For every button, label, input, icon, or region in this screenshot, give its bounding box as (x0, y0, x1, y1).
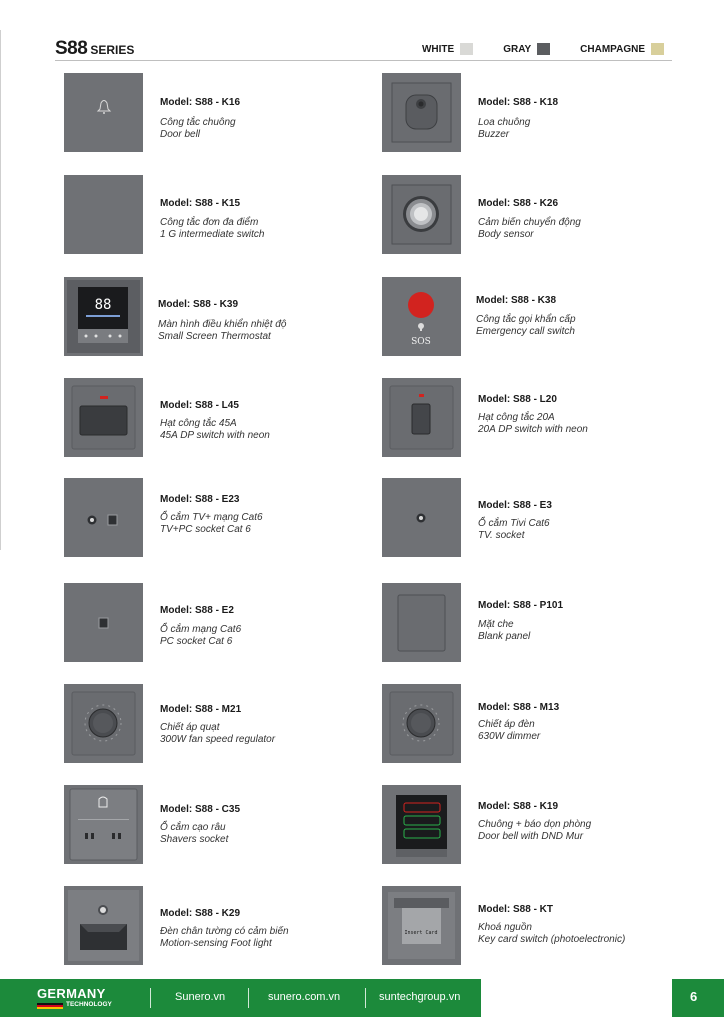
product-model: Model: S88 - L45 (160, 400, 239, 411)
product-model: Model: S88 - K38 (476, 295, 557, 306)
product-name-vn: Ổ cắm mạng Cat6 (160, 624, 242, 635)
product-name-en: Door bell with DND Mur (478, 831, 584, 842)
product-name-en: Key card switch (photoelectronic) (478, 934, 626, 945)
fan-regulator-icon (64, 684, 143, 763)
product-model: Model: S88 - E2 (160, 605, 234, 616)
product-model: Model: S88 - K19 (478, 801, 559, 812)
buzzer-icon (382, 73, 461, 152)
page-footer (0, 979, 724, 1017)
series-sub: SERIES (90, 43, 135, 57)
product-name-en: 20A DP switch with neon (478, 424, 588, 435)
footer-separator (248, 988, 249, 1008)
product-model: Model: S88 - K26 (478, 198, 559, 209)
product-name-vn: Cảm biến chuyển động (478, 217, 581, 228)
color-legend (392, 43, 664, 55)
product-name-vn: Chiết áp quạt (160, 722, 220, 733)
color-champagne: CHAMPAGNE (580, 43, 664, 55)
rocker-45a-icon (64, 378, 143, 457)
german-flag-icon (37, 1003, 63, 1009)
product-name-en: Motion-sensing Foot light (160, 938, 272, 949)
product-model: Model: S88 - K18 (478, 97, 559, 108)
product-model: Model: S88 - K16 (160, 97, 241, 108)
product-model: Model: S88 - M13 (478, 702, 560, 713)
svg-text:SOS: SOS (411, 337, 431, 347)
tv-data-socket-icon (64, 478, 143, 557)
sensor-icon (382, 175, 461, 254)
product-name-vn: Loa chuông (478, 117, 531, 128)
footer-separator (365, 988, 366, 1008)
sos-icon (382, 277, 461, 356)
product-name-vn: Hạt công tắc 20A (478, 412, 555, 423)
product-name-vn: Mặt che (478, 619, 514, 630)
product-name-en: TV+PC socket Cat 6 (160, 524, 251, 535)
product-model: Model: S88 - KT (478, 904, 554, 915)
brand-germany: GERMANY (37, 986, 106, 1001)
data-socket-icon (64, 583, 143, 662)
brand-technology: TECHNOLOGY (66, 1001, 112, 1008)
product-name-en: Body sensor (478, 229, 534, 240)
product-name-en: 630W dimmer (478, 731, 541, 742)
product-name-vn: Ổ cắm TV+ mạng Cat6 (160, 512, 263, 523)
product-name-vn: Công tắc đơn đa điểm (160, 217, 259, 228)
product-name-vn: Ổ cắm Tivi Cat6 (478, 518, 550, 529)
dimmer-icon (382, 684, 461, 763)
product-name-vn: Công tắc gọi khẩn cấp (476, 314, 576, 325)
product-name-en: PC socket Cat 6 (160, 636, 233, 647)
svg-text:Insert Card: Insert Card (404, 930, 438, 936)
product-name-en: Door bell (160, 129, 201, 140)
product-model: Model: S88 - M21 (160, 704, 242, 715)
product-name-en: Small Screen Thermostat (158, 331, 271, 342)
bell-icon (64, 73, 143, 152)
product-name-en: 300W fan speed regulator (160, 734, 276, 745)
footer-link-sunero-com[interactable]: sunero.com.vn (268, 991, 341, 1003)
product-model: Model: S88 - E3 (478, 500, 552, 511)
dnd-icon (382, 785, 461, 864)
product-name-en: Emergency call switch (476, 326, 575, 337)
product-name-vn: Đèn chân tường có cảm biến (160, 926, 289, 937)
product-name-vn: Hạt công tắc 45A (160, 418, 237, 429)
product-name-vn: Ổ cắm cạo râu (160, 822, 226, 833)
svg-text:88: 88 (94, 297, 112, 313)
shaver-socket-icon (64, 785, 143, 864)
product-model: Model: S88 - C35 (160, 804, 241, 815)
product-name-en: 45A DP switch with neon (160, 430, 270, 441)
foot-light-icon (64, 886, 143, 965)
series-title (55, 38, 134, 60)
swatch-champagne (651, 43, 664, 55)
product-name-en: TV. socket (478, 530, 525, 541)
tv-socket-icon (382, 478, 461, 557)
key-card-icon (382, 886, 461, 965)
left-margin-rule (0, 30, 1, 550)
product-name-en: Buzzer (478, 129, 510, 140)
footer-link-suntechgroup[interactable]: suntechgroup.vn (379, 991, 461, 1003)
product-model: Model: S88 - K39 (158, 299, 239, 310)
product-model: Model: S88 - K29 (160, 908, 241, 919)
product-model: Model: S88 - E23 (160, 494, 240, 505)
swatch-white (460, 43, 473, 55)
blank-icon (64, 175, 143, 254)
footer-separator (150, 988, 151, 1008)
blank-panel-icon (382, 583, 461, 662)
product-name-vn: Khoá nguồn (478, 922, 532, 933)
product-name-en: Blank panel (478, 631, 531, 642)
series-main: S88 (55, 38, 88, 59)
product-name-vn: Chiết áp đèn (478, 719, 535, 730)
product-model: Model: S88 - P101 (478, 600, 564, 611)
product-model: Model: S88 - L20 (478, 394, 557, 405)
swatch-gray (537, 43, 550, 55)
product-name-vn: Màn hình điều khiển nhiệt độ (158, 319, 287, 330)
page-number-box (672, 979, 724, 1017)
product-name-vn: Chuông + báo dọn phòng (478, 819, 592, 830)
rocker-20a-icon (382, 378, 461, 457)
color-gray: GRAY (503, 43, 550, 55)
footer-link-sunero[interactable]: Sunero.vn (175, 991, 226, 1003)
page-number: 6 (690, 989, 698, 1004)
color-white: WHITE (422, 43, 473, 55)
product-name-en: 1 G intermediate switch (160, 229, 265, 240)
product-model: Model: S88 - K15 (160, 198, 241, 209)
page-header (55, 38, 672, 61)
product-name-en: Shavers socket (160, 834, 229, 845)
product-name-vn: Công tắc chuông (160, 117, 236, 128)
thermostat-icon (64, 277, 143, 356)
